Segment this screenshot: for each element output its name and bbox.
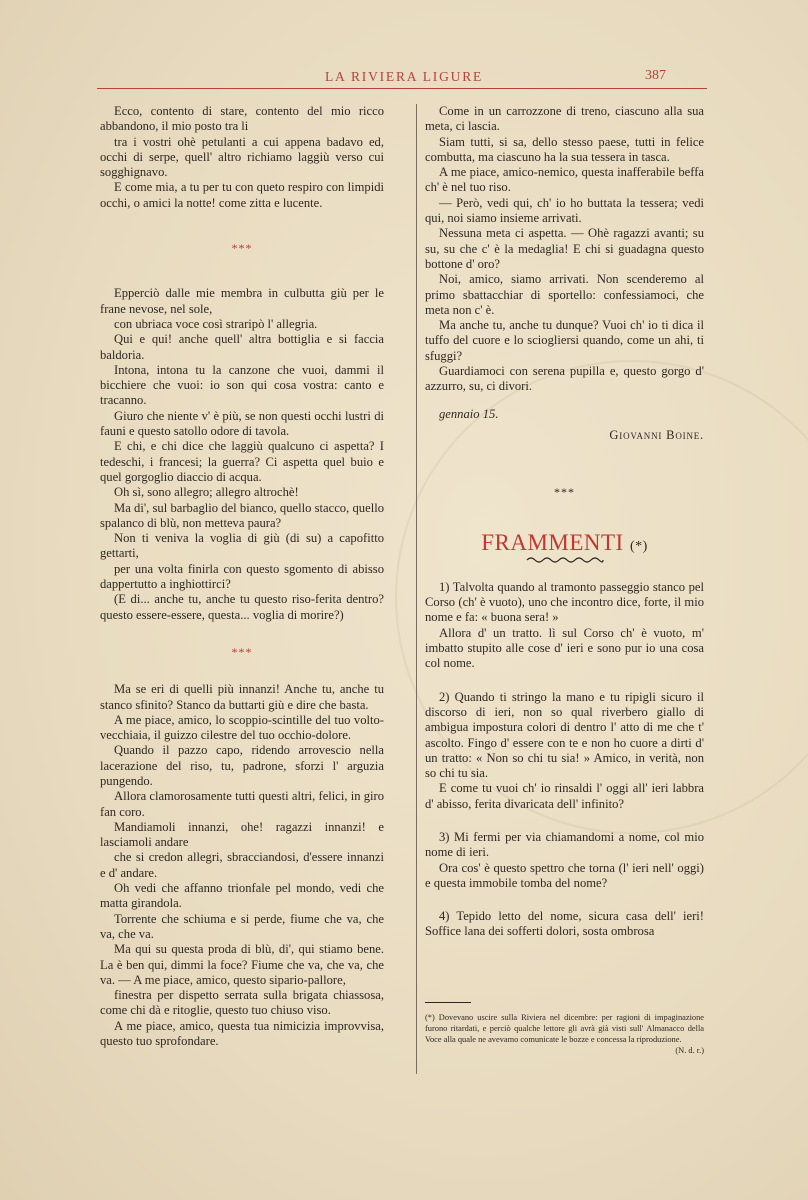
fragment-paragraph: 3) Mi fermi per via chiamandomi a nome, col mio nome di ieri. (425, 829, 704, 860)
paragraph: Ma anche tu, anche tu dunque? Vuoi ch' io ti dica il tuffo del cuore e lo sciogliersi quando, come un ahi, ti sfuggi? (425, 318, 704, 363)
section-separator: *** (231, 644, 253, 659)
paragraph: Epperciò dalle mie membra in culbutta giù per le frane nevose, nel sole, (100, 286, 384, 316)
paragraph: Noi, amico, siamo arrivati. Non scenderemo al primo sbattacchiar di sportello: confessiamoci, che meta non c' è. (425, 272, 704, 317)
paragraph: E chi, e chi dice che laggiù qualcuno ci aspetta? I tedeschi, i francesi; la guerra? Ci aspetta quel buio e quel gorgoglio diaccio di acqua. (100, 439, 384, 484)
paragraph: (E di... anche tu, anche tu questo riso-ferita dentro? questo essere-essere, questa... voglia di morire?) (100, 592, 384, 622)
paragraph: Nessuna meta ci aspetta. — Ohè ragazzi avanti; su su, su che c' è la medaglia! E chi si guadagna questo bottone d' oro? (425, 226, 704, 271)
fragment-paragraph: E come tu vuoi ch' io rinsaldi l' oggi all' ieri labbra d' abisso, ferita divaricata dell' infinito? (425, 781, 704, 811)
footnote (425, 1012, 704, 1056)
section-title-text: FRAMMENTI (481, 529, 624, 555)
section-separator: *** (231, 241, 253, 256)
paragraph: finestra per dispetto serrata sulla brigata chiassosa, come chi dà e ritoglie, questo tuo chiuso viso. (100, 988, 384, 1018)
paragraph: Ma di', sul barbaglio del bianco, quello stacco, quello spalanco di blù, non metteva paura? (100, 500, 384, 530)
paragraph: Mandiamoli innanzi, ohe! ragazzi innanzi! e lasciamoli andare (100, 819, 384, 850)
section-title (425, 529, 704, 555)
paragraph: Torrente che schiuma e si perde, fiume che va, che va, che va. (100, 911, 384, 941)
paragraph: Intona, intona tu la canzone che vuoi, dammi il bicchiere che vuoi: io son qui cosa vostra: canto e tracanno. (100, 362, 384, 408)
paragraph: con ubriaca voce così straripò l' allegria. (114, 316, 318, 331)
paragraph: Giuro che niente v' è più, se non questi occhi lustri di fauni e questo satollo odore di tavola. (100, 408, 384, 439)
paragraph: Quando il pazzo capo, ridendo arrovescio nella lacerazione del riso, tu, padrone, sforzi l' arguzia pungendo. (100, 743, 384, 788)
date-line: gennaio 15. (439, 406, 499, 421)
paragraph: per una volta finirla con questo sgomento di abisso dappertutto a inghiottirci? (100, 561, 384, 592)
section-separator: *** (554, 485, 575, 500)
fragment-paragraph: 2) Quando ti stringo la mano e tu ripigli sicuro il discorso di ieri, non so qual riverbero giallo di ambigua impostura colori di dentro l' atto di me che t' ascolto. Fingo d' essere con te e non ho cuore a dirti d' un tratto: « Non so chi tu sia! » Amico, in verità, non so chi tu sia. (425, 689, 704, 781)
paragraph: Guardiamoci con serena pupilla e, questo gorgo d' azzurro, su, ci divori. (425, 364, 704, 394)
left-column (100, 104, 384, 1049)
paragraph: Siam tutti, si sa, dello stesso paese, tutti in felice combutta, ma ciascuno ha la sua tessera in tasca. (425, 134, 704, 164)
paragraph: A me piace, amico-nemico, questa inafferabile beffa ch' è nel tuo riso. (425, 165, 704, 195)
running-title: LA RIVIERA LIGURE (324, 69, 484, 84)
fragment-paragraph: 4) Tepido letto del nome, sicura casa dell' ieri! Soffice lana dei sofferti dolori, sosta ombrosa (425, 909, 704, 939)
paragraph: — Però, vedi qui, ch' io ho buttata la tessera; vedi qui, noi siamo insieme arrivati. (425, 195, 704, 226)
author-signature: Giovanni Boine. (609, 427, 704, 442)
footnote-marker: (*) (629, 538, 648, 554)
footnote-credit: (N. d. r.) (675, 1046, 704, 1055)
header-rule (97, 88, 707, 89)
column-divider (416, 104, 417, 1074)
paragraph: Come in un carrozzone di treno, ciascuno alla sua meta, ci lascia. (425, 104, 704, 134)
ornament-wave-icon (526, 556, 604, 564)
paragraph: A me piace, amico, lo scoppio-scintille del tuo volto-vecchiaia, il guizzo cilestre del tuo occhio-dolore. (100, 712, 384, 743)
paragraph: Ecco, contento di stare, contento del mio ricco abbandono, il mio posto tra li (100, 104, 384, 134)
paragraph: Oh sì, sono allegro; allegro altrochè! (114, 485, 299, 500)
fragment-paragraph: 1) Talvolta quando al tramonto passeggio stanco pel Corso (ch' è vuoto), uno che incontro dice, forte, il mio nome e fa: « buona sera! » (425, 579, 704, 625)
fragment-paragraph: Ora cos' è questo spettro che torna (l' ieri nell' oggi) e questa immobile tomba del nome? (425, 860, 704, 890)
paragraph: Non ti veniva la voglia di giù (di su) a capofitto gettarti, (100, 531, 384, 561)
paragraph: tra i vostri ohè petulanti a cui appena badavo ed, occhi di serpe, quell' altro richiamo laggiù verso cui sogghignavo. (100, 134, 384, 180)
paragraph: che si credon allegri, sbracciandosi, d'essere innanzi e d' andare. (100, 850, 384, 880)
footnote-rule (425, 1002, 471, 1003)
paragraph: Oh vedi che affanno trionfale pel mondo, vedi che matta girandola. (100, 881, 384, 911)
paragraph: Allora clamorosamente tutti questi altri, felici, in giro fan coro. (100, 789, 384, 819)
paragraph: Ma se eri di quelli più innanzi! Anche tu, anche tu stanco sfinito? Stanco da buttarti giù e dire che basta. (100, 682, 384, 712)
right-column (425, 104, 704, 940)
paragraph: A me piace, amico, questa tua nimicizia improvvisa, questo tuo sprofondare. (100, 1018, 384, 1049)
page-number: 387 (645, 68, 666, 83)
paragraph: Ma qui su questa proda di blù, di', qui stiamo bene. La è ben qui, dimmi la foce? Fiume che va, che va, che va. — A me piace, amico, questo sipario-pallore, (100, 942, 384, 987)
footnote-text: (*) Dovevano uscire sulla Riviera nel dicembre: per ragioni di impaginazione furono ritardati, e perciò qualche lettore gli avrà già visti sull' Almanacco della Voce alla quale ne avevamo comunicate le bozze e concessa la riproduzione. (425, 1013, 704, 1044)
paragraph: E come mia, a tu per tu con queto respiro con limpidi occhi, o amici la notte! come zitta e lucente. (100, 180, 384, 210)
paragraph: Qui e qui! anche quell' altra bottiglia e si faccia baldoria. (100, 332, 384, 362)
fragment-paragraph: Allora d' un tratto. lì sul Corso ch' è vuoto, m' imbatto stupito alle cose d' ieri e sono pur io una cosa col nome. (425, 625, 704, 671)
